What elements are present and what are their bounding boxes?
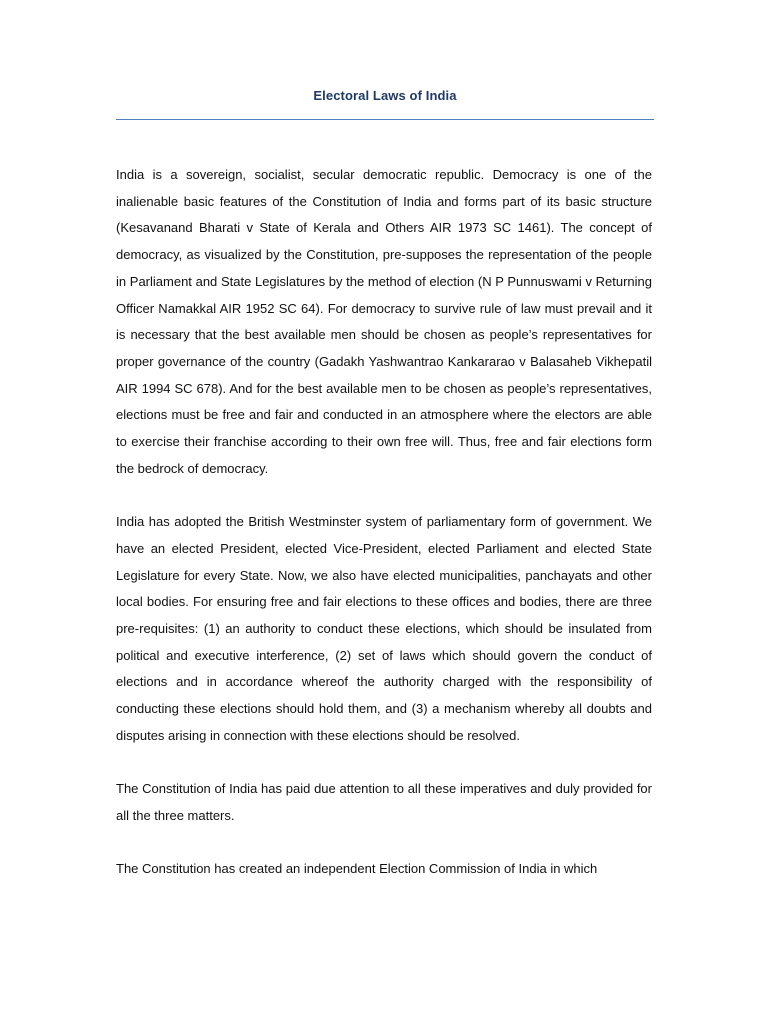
- paragraph-democracy: India is a sovereign, socialist, secular democratic republic. Democracy is one of the inalienable basic features of the Constitution of India and forms part of its basic structure (Kesavanand Bharati v State of Kerala and Others AIR 1973 SC 1461). The concept of democracy, as visualized by the Constitution, pre-supposes the representation of the people in Parliament and State Legislatures by the method of election (N P Punnuswami v Returning Officer Namakkal AIR 1952 SC 64). For democracy to survive rule of law must prevail and it is necessary that the best available men should be chosen as people’s representatives for proper governance of the country (Gadakh Yashwantrao Kankararao v Balasaheb Vikhepatil AIR 1994 SC 678). And for the best available men to be chosen as people’s representatives, elections must be free and fair and conducted in an atmosphere where the electors are able to exercise their franchise according to their own free will. Thus, free and fair elections form the bedrock of democracy.: [116, 167, 652, 476]
- document-title: Electoral Laws of India: [313, 88, 457, 103]
- paragraph-westminster-system: India has adopted the British Westminster system of parliamentary form of government. We have an elected President, elected Vice-President, elected Parliament and elected State Legislature for every State. Now, we also have elected municipalities, panchayats and other local bodies. For ensuring free and fair elections to these offices and bodies, there are three pre-requisites: (1) an authority to conduct these elections, which should be insulated from political and executive interference, (2) set of laws which should govern the conduct of elections and in accordance whereof the authority charged with the responsibility of conducting these elections should hold them, and (3) a mechanism whereby all doubts and disputes arising in connection with these elections should be resolved.: [116, 514, 652, 743]
- document-body: [116, 162, 652, 910]
- paragraph-election-commission: The Constitution has created an independent Election Commission of India in which: [116, 861, 598, 877]
- paragraph-constitution-imperatives: The Constitution of India has paid due attention to all these imperatives and duly provided for all the three matters.: [116, 781, 652, 823]
- title-underline-divider: [116, 119, 654, 120]
